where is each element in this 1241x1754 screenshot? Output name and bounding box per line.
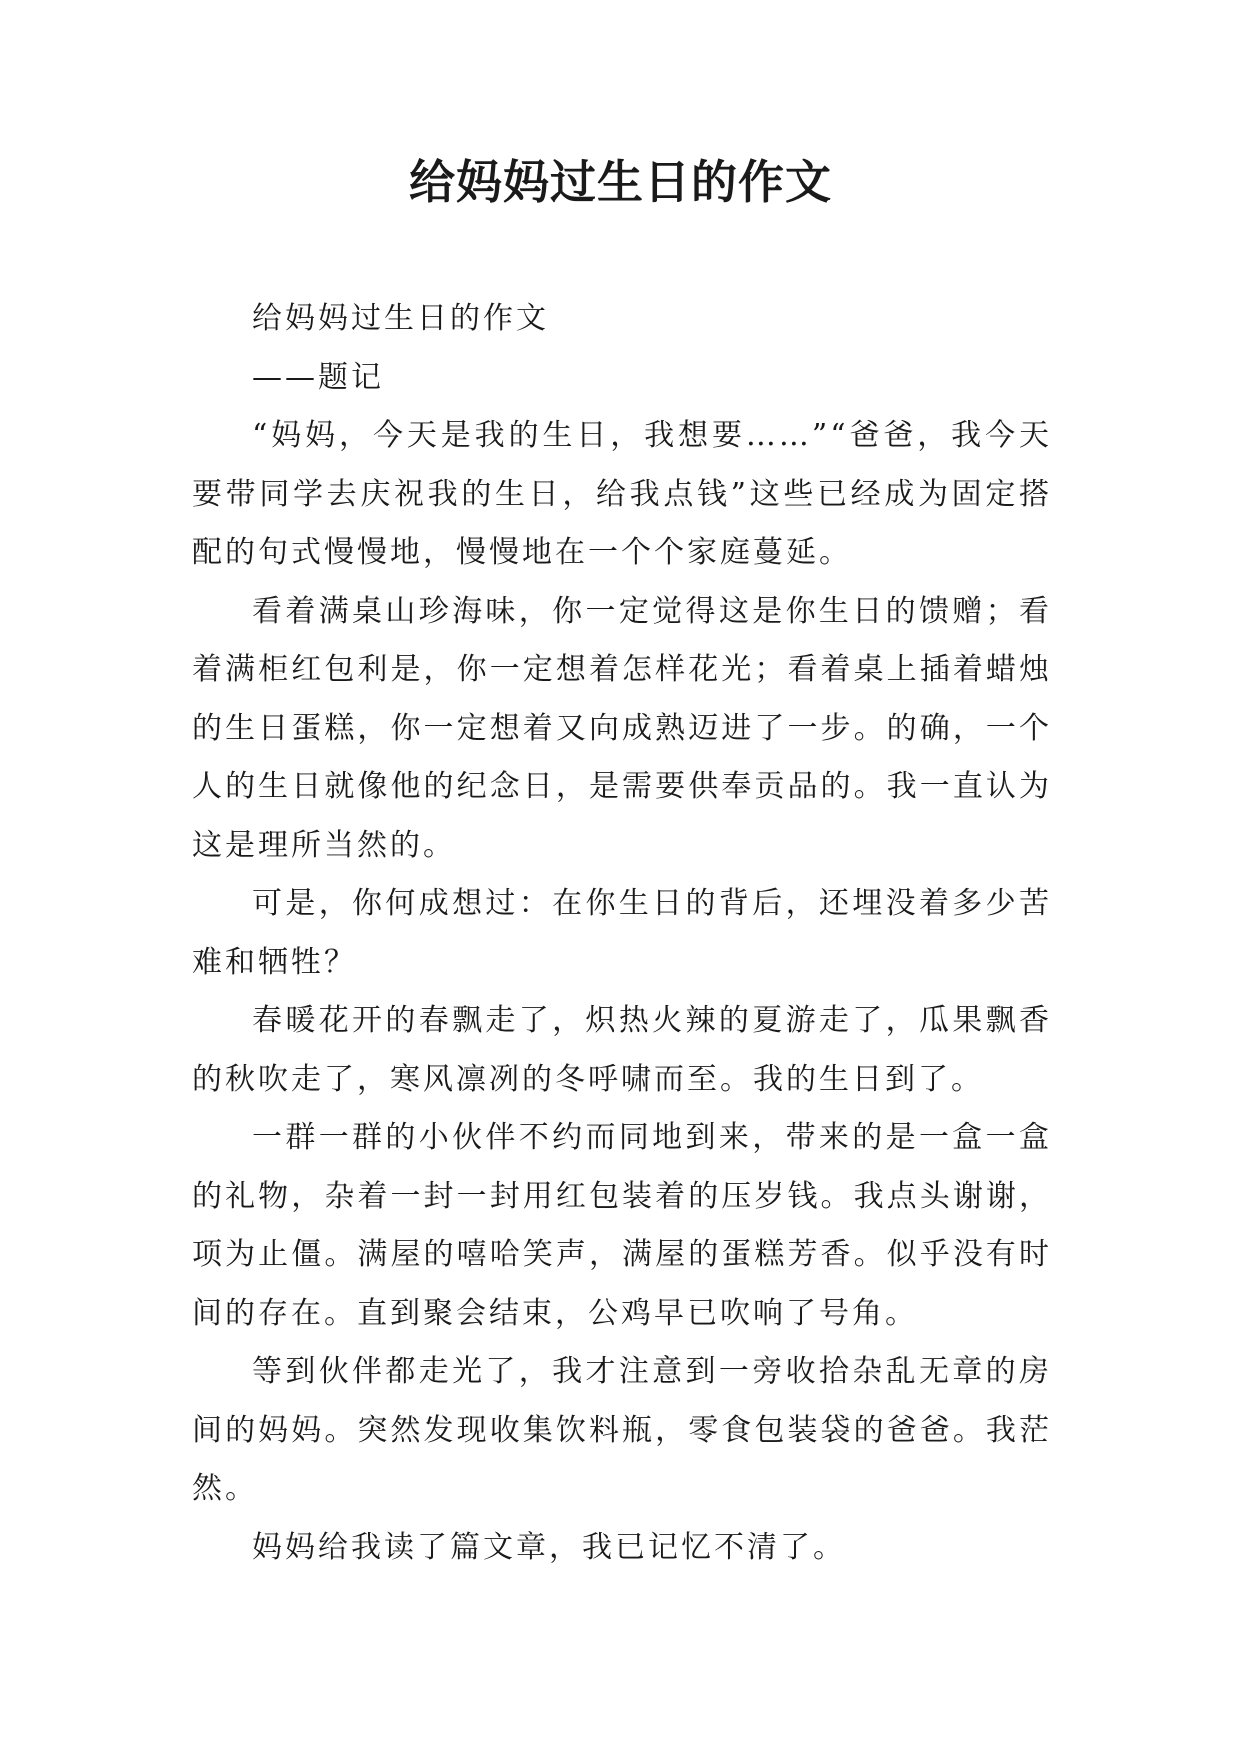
paragraph: 看着满桌山珍海味，你一定觉得这是你生日的馈赠；看着满柜红包利是，你一定想着怎样花光；看着桌上插着蜡烛的生日蛋糕，你一定想着又向成熟迈进了一步。的确，一个人的生日就像他的纪念日，是需要供奉贡品的。我一直认为这是理所当然的。 xyxy=(192,593,1052,863)
paragraph: 妈妈给我读了篇文章，我已记忆不清了。 xyxy=(252,1529,846,1565)
paragraph: 可是，你何成想过：在你生日的背后，还埋没着多少苦难和牺牲？ xyxy=(192,886,1052,980)
paragraph-subtitle: 给妈妈过生日的作文 xyxy=(252,301,549,336)
paragraph-epigraph: ——题记 xyxy=(252,359,384,395)
paragraph: 等到伙伴都走光了，我才注意到一旁收拾杂乱无章的房间的妈妈。突然发现收集饮料瓶，零食包装袋的爸爸。我茫然。 xyxy=(192,1354,1052,1506)
paragraph: “妈妈，今天是我的生日，我想要……”“爸爸，我今天要带同学去庆祝我的生日，给我点钱”这些已经成为固定搭配的句式慢慢地，慢慢地在一个个家庭蔓延。 xyxy=(192,418,1052,570)
paragraph: 春暖花开的春飘走了，炽热火辣的夏游走了，瓜果飘香的秋吹走了，寒风凛冽的冬呼啸而至。我的生日到了。 xyxy=(192,1003,1052,1097)
document-body xyxy=(192,290,1052,1577)
document-title: 给妈妈过生日的作文 xyxy=(409,155,832,209)
paragraph: 一群一群的小伙伴不约而同地到来，带来的是一盒一盒的礼物，杂着一封一封用红包装着的压岁钱。我点头谢谢，项为止僵。满屋的嘻哈笑声，满屋的蛋糕芳香。似乎没有时间的存在。直到聚会结束，公鸡早已吹响了号角。 xyxy=(192,1120,1052,1331)
